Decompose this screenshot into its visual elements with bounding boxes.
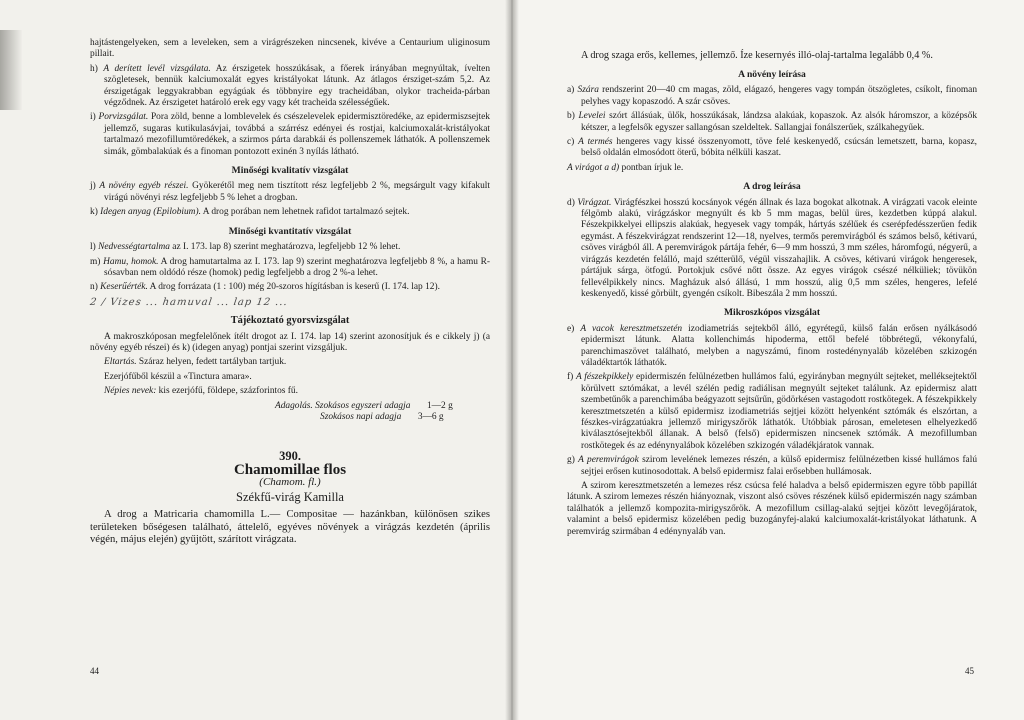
item-b: b) Levelei szórt állásúak, ülők, hosszúkásak, lándzsa alakúak, kopaszok. Az alsók háromszor, a középsők kétszer, a legfelsők egyszer sallangósan szeldeltek. Sallangjai fonálszerűek, szálkahegyűek. — [567, 111, 978, 133]
dose-daily-value: 3—6 g — [417, 411, 444, 422]
handwritten-note: 2 / Vizes ... hamuval ... lap 12 ... — [89, 296, 289, 308]
article-title: Chamomillae flos — [233, 461, 347, 478]
popular-names-paragraph — [90, 386, 490, 397]
heading-qualitative: Minőségi kvalitatív vizsgálat — [231, 165, 349, 177]
item-e: e) A vacok keresztmetszetén izodiametriás sejtekből álló, egyrétegű, külső falán erősen nyálkásodó epidermiszt látunk. Alatta kollenchimás hipoderma, ettől befelé többrétegű, vékonyfalú, parenchimaszövet található, melyben a nagyszámú, finom rostedénynyaláb közelében szkizogén váladéktartók láthatók. — [567, 323, 977, 368]
dose-daily-label: Szokásos napi adagja — [320, 411, 402, 422]
dosage-title: Adagolás. — [275, 400, 313, 411]
item-i-text: Pora zöld, benne a lomblevelek és csészelevelek epidermisztöredéke, az epidermiszsejtek jellemző, sugaras kutikulasávjai, továbbá a szárrész edényei és rostjai, kalciumoxalát-kristályokat tartalmazó mezofillumtöredékek, a szirmos párta darabkái és pollenszemek láthatók. A pollenszemek simák, gömbalakúak és a finoman pontozott exinén 3 nyílás látható. — [104, 112, 490, 157]
item-h: h) A derített levél vizsgálata. Az érszigetek hosszúkásak, a főerek irányában megnyúltak, ívelten szögletesek, bennük kalciumoxalát egyes kristályokat látunk. Az átlagos érsziget-szám 5,2. Az érszigetágak leggyakrabban egyágúak és többnyire egy tracheidában, olykor tracheida-párban végződnek. Az érszigetet határoló erek egy vagy két tracheida szélességűek. — [90, 63, 491, 109]
item-b-title: Levelei — [578, 111, 606, 122]
dose-single-label: Szokásos egyszeri adagja — [315, 400, 411, 411]
heading-quantitative: Minőségi kvantitatív vizsgálat — [228, 225, 352, 237]
item-k: k) Idegen anyag (Epilobium). A drog porában nem lehetnek rafidot tartalmazó sejtek. — [90, 207, 410, 218]
quick-test-text: A makroszkóposan megfelelőnek ítélt drogot az I. 174. lap 14) szerint azonosítjuk és e cikkely j) (a növény egyéb részei) és k) (idegen anyag) pontjai szerint vizsgáljuk. — [90, 331, 490, 353]
intro-paragraph: hajtástengelyeken, sem a leveleken, sem a virágrészeken nincsenek, kivéve a Centaurium uliginosum pillait. — [90, 38, 490, 60]
article-abbreviation: (Chamom. fl.) — [259, 476, 321, 489]
article-text: A drog a Matricaria chamomilla L.— Compositae — hazánkban, különösen szikes területeken bőségesen található, áttelelő, egyéves növények a virágzás kezdetén (április végén, május elején) gyűjtött, szárított virágzata. — [90, 509, 490, 546]
item-d: d) Virágzat. Virágfészkei hosszú kocsányok végén állnak és laza bogokat alkotnak. A virágzati vacok eleinte félgömb alakú, virágzáskor megnyúlt és kb 5 mm magas, belül üres, kezdetben kúppá alakul. Fészekpikkelyei ellipszis alakúak, hegyesek vagy tompák, hártyás szélűek és cserépfedésszerűen fedik egymást. A fészekvirágzat rendszerint 12—18, nyelves, termős peremvirágból és számos belső, kétivarú, csöves virágból áll. A peremvirágok pártája fehér, 6—9 mm hosszú, 3 mm széles, háromfogú, négyerű, a virágzás kezdetén felálló, majd szétterülő, végül visszahajlik. A csöves, kétivarú virágok hengeresek, pártájuk sárga, ötfogú. Portokjuk csővé nőtt össze. Az egyes virágok csészé nélküliek; tövükön fellevélpikkely nincs. Magházuk alsó állású, 1 mm hosszú, alig 0,5 mm széles, hengeres, lefelé keskenyedő, kissé görbült, gyengén csíkolt. Bibeszála 2 mm hosszú. — [567, 197, 977, 299]
page-number-left: 44 — [90, 666, 99, 676]
item-b-text: szórt állásúak, ülők, hosszúkásak, lándzsa alakúak, kopaszok. Az alsók háromszor, a középsők kétszer, a legfelsők egyszer sallangósan szeldeltek. Sallangjai fonálszerűek, szálkahegyűek. — [581, 111, 978, 133]
item-d-title: Virágzat. — [577, 197, 612, 208]
heading-quick-test: Tájékoztató gyorsvizsgálat — [230, 315, 350, 327]
binding-shadow — [0, 30, 22, 110]
item-g-continuation: A szirom keresztmetszetén a lemezes rész csúcsa felé haladva a belső epidermiszen egyre több papillát látunk. A szirom lemezes részén hiányoznak, viszont alsó csöves részének külső epidermiszén nagy számban találhatók a jellemző kompozita-mirigyszőrök. A mezofillum csillag-alakú sejtjei között levegőjáratok, valamint a belső epidermisz közelében pedig buzogányfej-alakú kalciumoxalát-kristályokat láthatunk. A peremvirág szirmában 4 edénynyaláb van. — [567, 481, 977, 537]
dose-daily — [320, 412, 490, 423]
item-l: l) Nedvességtartalma az I. 173. lap 8) szerint meghatározva, legfeljebb 12 % lehet. — [90, 242, 401, 253]
popular-names-text: kis ezerjófű, földepe, százforintos fű. — [158, 386, 298, 397]
item-a: a) Szára rendszerint 20—40 cm magas, zöld, elágazó, hengeres vagy tompán ötszögletes, csíkolt, finoman pelyhes vagy kopaszodó. A szár csöves. — [567, 85, 978, 107]
item-e-text: izodiametriás sejtekből álló, egyrétegű, külső falán erősen nyálkásodó epidermiszt látunk. Alatta kollenchimás hipoderma, ettől befelé többrétegű, vékonyfalú, parenchimaszövet található, melyben a nagyszámú, finom rostedénynyaláb közelében szkizogén váladéktartók láthatók. — [581, 323, 977, 368]
item-k-title: Idegen anyag (Epilobium). — [100, 207, 201, 218]
item-j-title: A növény egyéb részei. — [99, 181, 189, 192]
item-c-note-text: pontban írjuk le. — [621, 162, 684, 173]
heading-plant-description: A növény leírása — [738, 69, 806, 80]
item-g-text: szirom levelének lemezes részén, a külső epidermisz felülnézetben kissé hullámos falú sejtjei erősen kutinosodottak. A belső epidermisz falai erősebben hullámosak. — [581, 455, 978, 477]
storage-text: Száraz helyen, fedett tartályban tartjuk. — [138, 357, 287, 368]
item-j: j) A növény egyéb részei. Gyökerétől meg nem tisztított rész legfeljebb 2 %, megsárgult vagy kifakult virágú növényi rész legfeljebb 5 % lehet a drogban. — [90, 181, 490, 203]
item-a-title: Szára — [577, 85, 599, 96]
item-f: f) A fészekpikkely epidermiszén felülnézetben hullámos falú, egyirányban megnyúlt sejteket, melléksejtektől körülvett sztómákat, a levél szélén pedig radiálisan megnyúlt sejteket találunk. Az epidermisz alatt szembetűnők a parenchimába beágyazott sejtsűrűn, gödörkésen vastagodott rostkötegek. A fészekpikkely keresztmetszetén a külső epidermisz izodiametriás sejtjei között helyenként sztómák és elszórtan, a fészkes-virágzatúakra jellemző mirigyszőrök láthatók. Utóbbiak párosan, emeletesen elhelyezkedő kiválasztósejtekből állanak. A belső (felső) epidermiszen nincsenek sztómák. A mezofillumban rostkötegek és az edénynyalábok közelében szkizogén váladékjáratok vannak. — [567, 372, 977, 451]
heading-microscopic: Mikroszkópos vizsgálat — [723, 307, 821, 319]
item-c-note-title: A virágot a d) — [567, 162, 620, 173]
item-n-title: Keserűérték. — [100, 282, 148, 293]
item-c-text: hengeres vagy kissé összenyomott, töve felé keskenyedő, csúcsán lemetszett, barna, kopasz, belső oldalán elmosódott öterű, bóbita nélküli kaszat. — [581, 137, 977, 159]
item-g: g) A peremvirágok szirom levelének lemezes részén, a külső epidermisz felülnézetben kissé hullámos falú sejtjei erősen kutinosodottak. A belső epidermisz falai erősebben hullámosak. — [567, 455, 978, 477]
book-gutter — [505, 0, 519, 720]
item-a-text: rendszerint 20—40 cm magas, zöld, elágazó, hengeres vagy tompán ötszögletes, csíkolt, finoman pelyhes vagy kopaszodó. A szár csöves. — [581, 85, 978, 107]
item-c: c) A termés hengeres vagy kissé összenyomott, töve felé keskenyedő, csúcsán lemetszett, barna, kopasz, belső oldalán elmosódott öterű, bóbita nélküli kaszat. — [567, 137, 977, 159]
article-number: 390. — [279, 449, 301, 464]
item-n-text: A drog forrázata (1 : 100) még 20-szoros hígításban is keserű (I. 174. lap 12). — [149, 282, 440, 293]
item-h-title: A derített levél vizsgálata. — [103, 63, 211, 74]
item-l-text: az I. 173. lap 8) szerint meghatározva, legfeljebb 12 % lehet. — [172, 242, 401, 253]
item-d-text: Virágfészkei hosszú kocsányok végén állnak és laza bogokat alkotnak. A virágzati vacok eleinte félgömb alakú, virágzáskor megnyúlt és kb 5 mm magas, belül üres, kezdetben kúppá alakul. Fészekpikkelyei ellipszis alakúak, hegyesek vagy tompák, hártyás szélűek és cserépfedésszerűen fedik egymást. A fészekvirágzat rendszerint 12—18, nyelves, termős peremvirágból és számos belső, kétivarú, csöves virágból áll. A peremvirágok pártája fehér, 6—9 mm hosszú, 3 mm széles, háromfogú, négyerű, a virágzás kezdetén felálló, majd szétterülő, végül visszahajlik. A csöves, kétivarú virágok hengeresek, pártájuk sárga, ötfogú. Portokjuk csővé nőtt össze. Az egyes virágok csészé nélküliek; tövükön fellevélpikkely nincs. Magházuk alsó állású, 1 mm hosszú, alig 0,5 mm széles, hengeres, lefelé keskenyedő, kissé görbült, gyengén csíkolt. Bibeszála 2 mm hosszú. — [581, 197, 977, 299]
storage-title: Eltartás. — [104, 357, 137, 368]
popular-names-title: Népies nevek: — [104, 386, 157, 397]
item-c-title: A termés — [578, 137, 613, 148]
item-e-title: A vacok keresztmetszetén — [580, 323, 683, 334]
item-n: n) Keserűérték. A drog forrázata (1 : 100) még 20-szoros hígításban is keserű (I. 174. lap 12). — [90, 282, 440, 293]
item-m: m) Hamu, homok. A drog hamutartalma az I. 173. lap 9) szerint meghatározva legfeljebb 8 %, a hamu R-sósavban nem oldódó része (homok) pedig legfeljebb a drog 2 %-a lehet. — [90, 256, 491, 278]
item-h-text: Az érszigetek hosszúkásak, a főerek irányában megnyúltak, ívelten szögletesek, bennük kalciumoxalát egyes kristályokat látunk. Az átlagos érsziget-szám 5,2. Az érszigetágak leggyakrabban egyágúak és többnyire egy tracheidában, olykor tracheida-párban végződnek. Az érszigetet határoló erek egy vagy két tracheida szélességűek. — [104, 63, 491, 109]
preparation-text: Ezerjófűből készül a «Tinctura amara». — [104, 371, 252, 382]
heading-drug-description: A drog leírása — [743, 181, 801, 193]
page-number-right: 45 — [965, 666, 974, 676]
item-f-title: A fészekpikkely — [576, 372, 634, 383]
item-c-note — [567, 163, 977, 174]
dose-single-value: 1—2 g — [426, 400, 453, 411]
item-j-text: Gyökerétől meg nem tisztított rész legfeljebb 2 %, megsárgult vagy kifakult virágú növényi rész legfeljebb 5 % lehet a drogban. — [104, 181, 490, 203]
right-page-column — [567, 50, 977, 541]
item-f-text: epidermiszén felülnézetben hullámos falú, egyirányban megnyúlt sejteket, melléksejtektől körülvett sztómákat, a levél szélén pedig radiálisan megnyúlt sejteket találunk. Az epidermisz alatt szembetűnők a parenchimába beágyazott sejtsűrűn, gödörkésen vastagodott rostkötegek. A fészekpikkely keresztmetszetén a külső epidermisz izodiametriás sejtjei között helyenként sztómák és elszórtan, a fészkes-virágzatúakra jellemző mirigyszőrök láthatók. Utóbbiak párosan, emeletesen elhelyezkedő kiválasztósejtekből állanak. A belső (felső) epidermiszen nincsenek sztómák. A mezofillumban rostkötegek és az edénynyalábok közelében szkizogén váladékjáratok vannak. — [581, 372, 977, 451]
right-page — [512, 0, 1024, 720]
storage-paragraph — [90, 357, 490, 368]
item-g-title: A peremvirágok — [578, 455, 639, 466]
article-hungarian-name: Székfű-virág Kamilla — [236, 489, 344, 504]
item-m-title: Hamu, homok. — [103, 256, 159, 267]
drog-smell-taste: A drog szaga erős, kellemes, jellemző. Íze kesernyés illó-olaj-tartalma legalább 0,4 %. — [581, 50, 933, 61]
dose-single — [275, 401, 490, 412]
item-i: i) Porvizsgálat. Pora zöld, benne a lomblevelek és csészelevelek epidermisztöredéke, az epidermiszsejtek jellemző, sugaras kutikulasávjai, továbbá a szárrész edényei és rostjai, kalciumoxalát-kristályokat tartalmazó mezofillumtöredékek, a szirmos párta darabkái és pollenszemek láthatók. A pollenszemek simák, gömbalakúak és a finoman pontozott exinén 3 nyílás látható. — [90, 112, 490, 157]
item-k-text: A drog porában nem lehetnek rafidot tartalmazó sejtek. — [202, 207, 410, 218]
left-page-column — [90, 38, 490, 550]
item-l-title: Nedvességtartalma — [98, 242, 170, 253]
item-i-title: Porvizsgálat. — [98, 112, 149, 123]
item-m-text: A drog hamutartalma az I. 173. lap 9) szerint meghatározva legfeljebb 8 %, a hamu R-sósavban nem oldódó része (homok) pedig legfeljebb a drog 2 %-a lehet. — [104, 256, 491, 278]
